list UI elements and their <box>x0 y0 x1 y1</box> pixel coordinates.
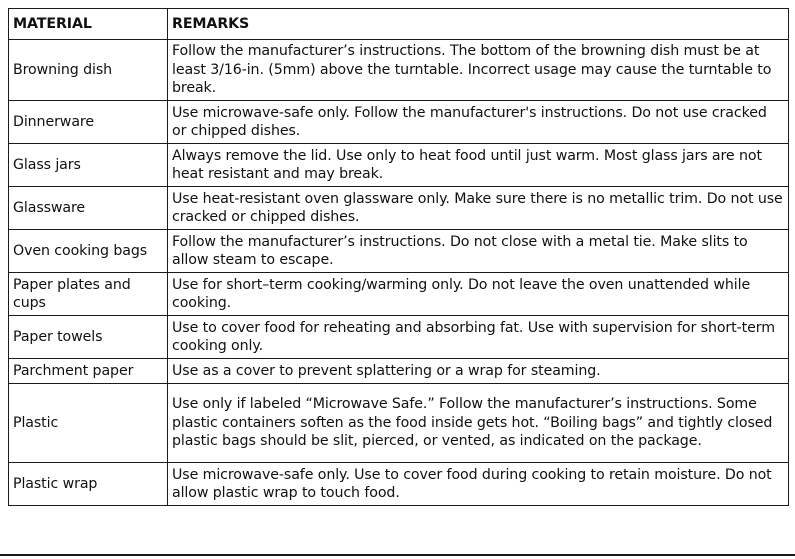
material-cell: Oven cooking bags <box>9 230 168 273</box>
table-row <box>9 40 789 101</box>
material-cell: Glassware <box>9 187 168 230</box>
material-cell: Parchment paper <box>9 359 168 384</box>
table-row <box>9 359 789 384</box>
table-row <box>9 101 789 144</box>
table-row <box>9 384 789 463</box>
remarks-cell: Always remove the lid. Use only to heat food until just warm. Most glass jars are not heat resistant and may break. <box>168 144 789 187</box>
material-cell: Paper plates and cups <box>9 273 168 316</box>
table-header-row <box>9 9 789 40</box>
remarks-cell: Use microwave-safe only. Follow the manufacturer's instructions. Do not use cracked or chipped dishes. <box>168 101 789 144</box>
header-remarks: REMARKS <box>168 9 789 40</box>
remarks-cell: Follow the manufacturer’s instructions. Do not close with a metal tie. Make slits to allow steam to escape. <box>168 230 789 273</box>
remarks-cell: Use microwave-safe only. Use to cover food during cooking to retain moisture. Do not allow plastic wrap to touch food. <box>168 463 789 506</box>
material-cell: Plastic wrap <box>9 463 168 506</box>
table-row <box>9 144 789 187</box>
table-row <box>9 316 789 359</box>
page-bottom-rule <box>0 554 795 556</box>
materials-table <box>8 8 789 506</box>
remarks-cell: Use only if labeled “Microwave Safe.” Follow the manufacturer’s instructions. Some plastic containers soften as the food inside gets hot. “Boiling bags” and tightly closed plastic bags should be slit, pierced, or vented, as indicated on the package. <box>168 384 789 463</box>
header-material: MATERIAL <box>9 9 168 40</box>
material-cell: Dinnerware <box>9 101 168 144</box>
remarks-cell: Use for short–term cooking/warming only. Do not leave the oven unattended while cooking. <box>168 273 789 316</box>
material-cell: Plastic <box>9 384 168 463</box>
table-row <box>9 463 789 506</box>
remarks-cell: Follow the manufacturer’s instructions. The bottom of the browning dish must be at least 3/16-in. (5mm) above the turntable. Incorrect usage may cause the turntable to break. <box>168 40 789 101</box>
material-cell: Glass jars <box>9 144 168 187</box>
remarks-cell: Use as a cover to prevent splattering or a wrap for steaming. <box>168 359 789 384</box>
table-row <box>9 273 789 316</box>
table-row <box>9 187 789 230</box>
material-cell: Paper towels <box>9 316 168 359</box>
remarks-cell: Use heat-resistant oven glassware only. Make sure there is no metallic trim. Do not use cracked or chipped dishes. <box>168 187 789 230</box>
remarks-cell: Use to cover food for reheating and absorbing fat. Use with supervision for short-term cooking only. <box>168 316 789 359</box>
material-cell: Browning dish <box>9 40 168 101</box>
materials-table-container <box>8 8 788 506</box>
table-row <box>9 230 789 273</box>
